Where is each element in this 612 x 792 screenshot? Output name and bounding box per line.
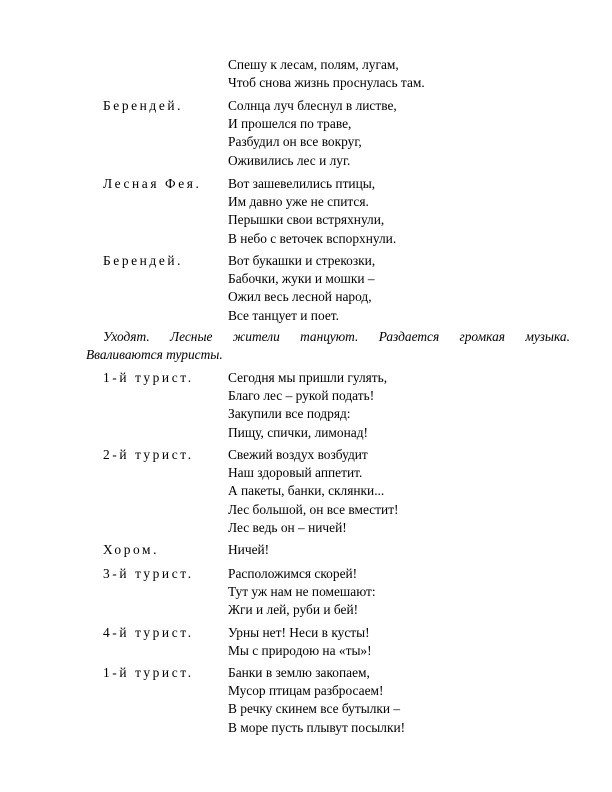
stage-word: громкая xyxy=(459,329,506,344)
stage-word: Уходят. xyxy=(103,329,150,344)
verse-line: Спешу к лесам, полям, лугам, xyxy=(228,57,399,72)
verse-line: Солнца луч блеснул в листве, xyxy=(228,98,397,113)
verse-line: Благо лес – рукой подать! xyxy=(228,388,375,404)
verse-line: Вот букашки и стрекозки, xyxy=(228,253,376,268)
verse-lines xyxy=(228,175,396,248)
verse-line: Ничей! xyxy=(228,542,270,557)
speaker-name: Лесная Фея. xyxy=(103,176,202,191)
stage-direction-line: Вваливаются туристы. xyxy=(86,347,223,363)
speaker-name: 2-й турист. xyxy=(103,447,194,462)
stage-word: танцуют. xyxy=(300,329,359,344)
speaker-name: 1-й турист. xyxy=(103,370,194,385)
verse-line: Бабочки, жуки и мошки – xyxy=(228,271,375,287)
verse-lines xyxy=(228,624,372,660)
speaker-name: 3-й турист. xyxy=(103,566,194,581)
speaker-name: 1-й турист. xyxy=(103,665,194,680)
verse-line: Ожил весь лесной народ, xyxy=(228,289,372,305)
verse-line: А пакеты, банки, склянки... xyxy=(228,483,385,499)
verse-line: Чтоб снова жизнь проснулась там. xyxy=(228,75,425,91)
verse-lines xyxy=(228,97,397,170)
verse-line: Лес большой, он все вместит! xyxy=(228,501,399,517)
stage-word: музыка. xyxy=(525,329,570,344)
verse-line: Мы с природою на «ты»! xyxy=(228,643,372,659)
verse-line: Перышки свои встряхнули, xyxy=(228,212,385,228)
verse-line: Банки в землю закопаем, xyxy=(228,665,370,680)
verse-line: Оживились лес и луг. xyxy=(228,152,351,168)
verse-lines xyxy=(228,369,387,442)
stage-direction-line xyxy=(86,328,570,346)
speaker-name: Берендей. xyxy=(103,98,184,113)
speaker-name: Берендей. xyxy=(103,253,184,268)
verse-line: Тут уж нам не помешают: xyxy=(228,584,376,600)
stage-word: жители xyxy=(232,329,280,344)
verse-line: Сегодня мы пришли гулять, xyxy=(228,370,388,385)
verse-line: И прошелся по траве, xyxy=(228,116,352,132)
intro-verse xyxy=(228,56,425,92)
verse-lines xyxy=(228,664,405,737)
verse-line: В небо с веточек вспорхнули. xyxy=(228,230,397,246)
verse-line: Наш здоровый аппетит. xyxy=(228,465,363,481)
verse-line: В речку скинем все бутылки – xyxy=(228,701,401,717)
verse-lines xyxy=(228,446,399,537)
verse-line: Все танцует и поет. xyxy=(228,307,339,323)
verse-line: Расположимся скорей! xyxy=(228,566,358,581)
verse-line: Разбудил он все вокруг, xyxy=(228,134,362,150)
verse-line: Мусор птицам разбросаем! xyxy=(228,683,384,699)
stage-direction xyxy=(86,328,570,365)
verse-line: Свежий воздух возбудит xyxy=(228,447,368,462)
speaker-name: 4-й турист. xyxy=(103,625,194,640)
verse-line: Им давно уже не спится. xyxy=(228,194,369,210)
verse-line: Пищу, спички, лимонад! xyxy=(228,424,368,440)
verse-line: Урны нет! Неси в кусты! xyxy=(228,625,370,640)
stage-word: Лесные xyxy=(170,329,213,344)
verse-line: Лес ведь он – ничей! xyxy=(228,519,347,535)
verse-line: Закупили все подряд: xyxy=(228,406,351,422)
verse-lines xyxy=(228,252,375,325)
verse-lines xyxy=(228,541,269,559)
stage-word: Раздается xyxy=(378,329,440,344)
verse-line: Вот зашевелились птицы, xyxy=(228,176,376,191)
speaker-name: Хором. xyxy=(103,542,160,557)
verse-line: Жги и лей, руби и бей! xyxy=(228,602,359,618)
verse-line: В море пусть плывут посылки! xyxy=(228,719,406,735)
verse-lines xyxy=(228,565,376,620)
